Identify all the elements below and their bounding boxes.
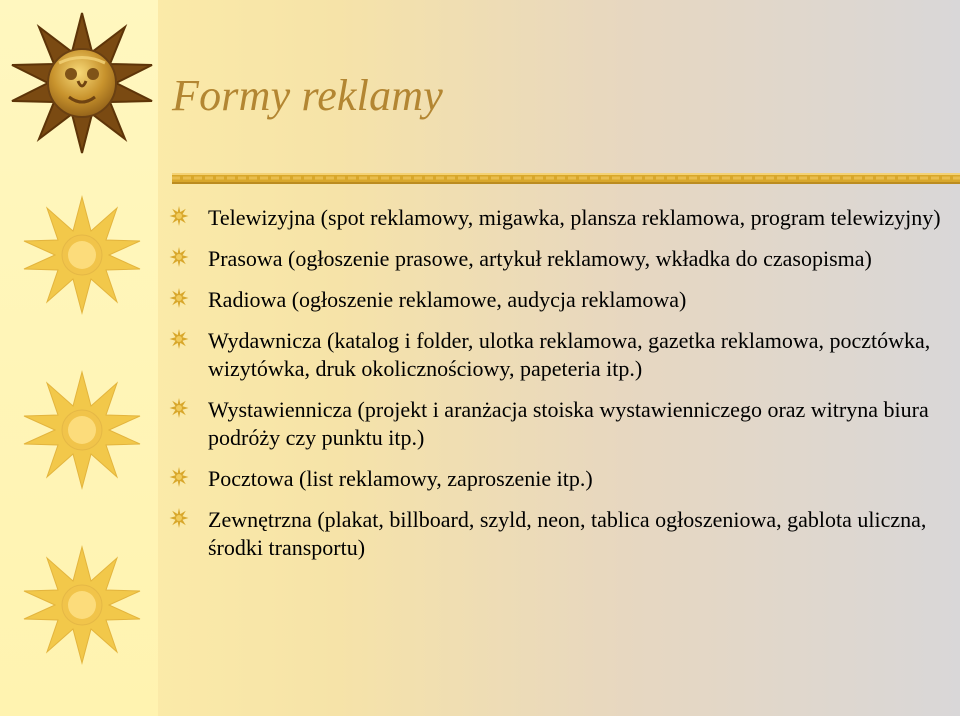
sun-decoration-column	[0, 0, 158, 716]
sun-bullet-icon	[169, 508, 189, 528]
page-title: Formy reklamy	[172, 71, 443, 120]
sun-bullet-icon	[169, 288, 189, 308]
list-item-text: Zewnętrzna (plakat, billboard, szyld, neon, tablica ogłoszeniowa, gablota uliczna, środki transportu)	[208, 507, 927, 560]
title-divider	[172, 173, 960, 184]
list-item-text: Wydawnicza (katalog i folder, ulotka reklamowa, gazetka reklamowa, pocztówka, wizytówka, druk okolicznościowy, papeteria itp.)	[208, 328, 931, 381]
content-list	[168, 204, 946, 575]
sun-icon	[24, 372, 140, 488]
list-item	[168, 396, 946, 452]
list-item	[168, 465, 946, 493]
list-item-text: Pocztowa (list reklamowy, zaproszenie itp.)	[208, 466, 593, 491]
sun-icon	[24, 547, 140, 663]
list-item	[168, 327, 946, 383]
sun-bullet-icon	[169, 329, 189, 349]
sun-bullet-icon	[169, 467, 189, 487]
list-item-text: Prasowa (ogłoszenie prasowe, artykuł reklamowy, wkładka do czasopisma)	[208, 246, 872, 271]
list-item	[168, 286, 946, 314]
list-item	[168, 245, 946, 273]
sun-bullet-icon	[169, 247, 189, 267]
list-item-text: Telewizyjna (spot reklamowy, migawka, plansza reklamowa, program telewizyjny)	[208, 205, 941, 230]
sun-face-icon	[12, 13, 152, 153]
sun-bullet-icon	[169, 206, 189, 226]
sun-icon	[24, 197, 140, 313]
list-item-text: Wystawiennicza (projekt i aranżacja stoiska wystawienniczego oraz witryna biura podróży czy punktu itp.)	[208, 397, 929, 450]
list-item	[168, 204, 946, 232]
sun-bullet-icon	[169, 398, 189, 418]
list-item	[168, 506, 946, 562]
list-item-text: Radiowa (ogłoszenie reklamowe, audycja reklamowa)	[208, 287, 687, 312]
